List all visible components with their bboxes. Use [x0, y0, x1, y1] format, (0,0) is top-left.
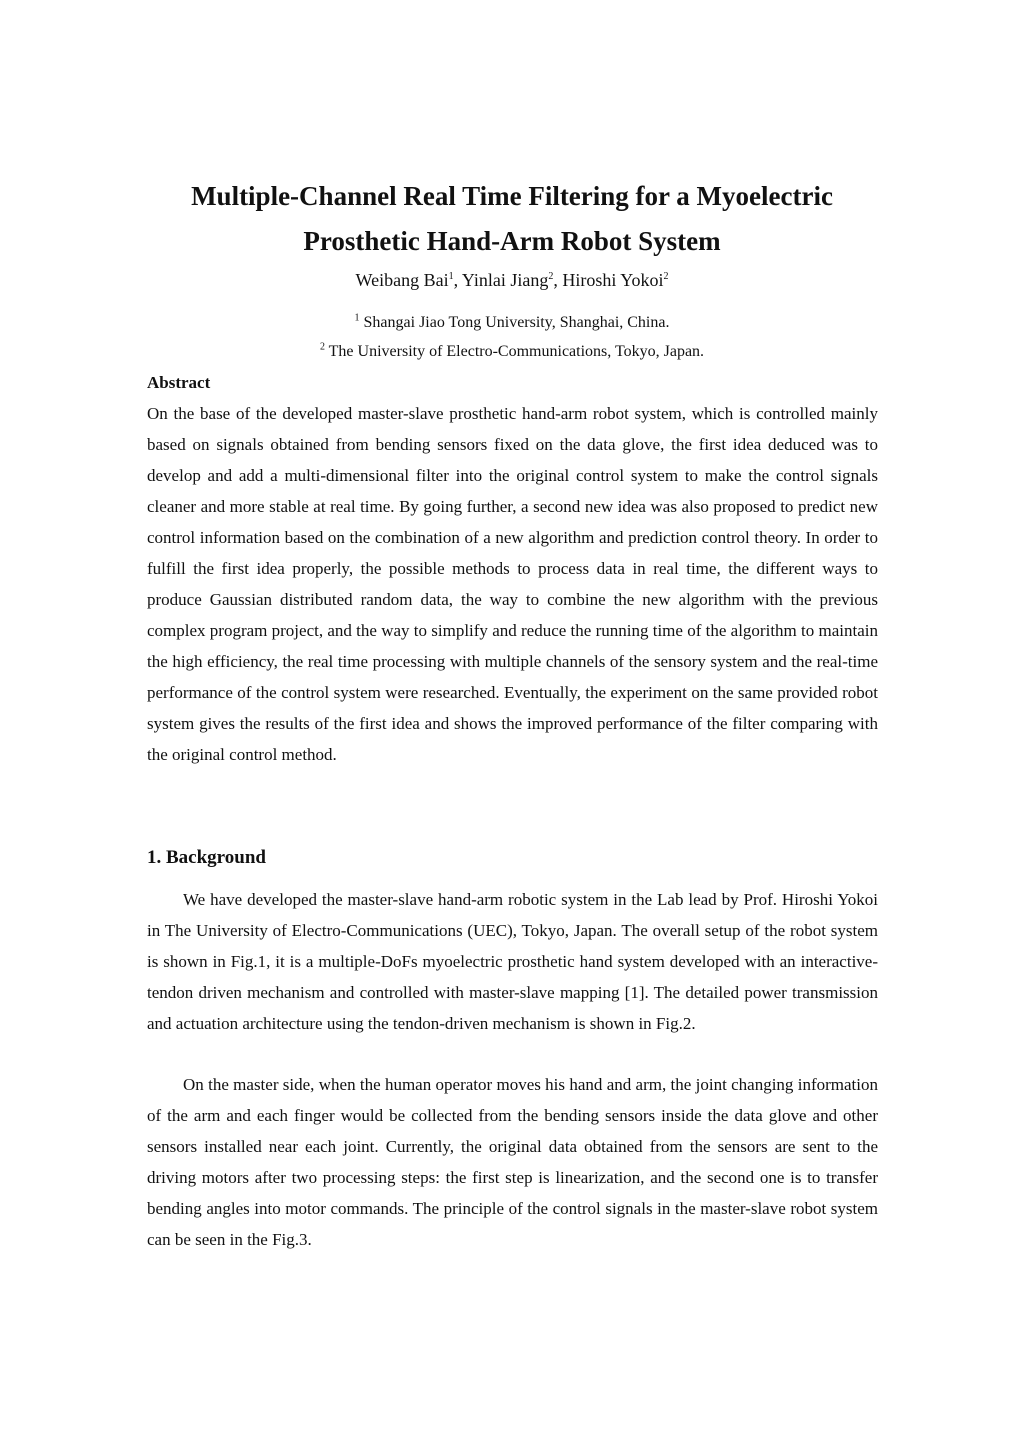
abstract-heading: Abstract	[147, 373, 211, 392]
author-name: Yinlai Jiang	[461, 270, 549, 290]
affiliation-mark: 2	[319, 341, 325, 353]
affiliation-1	[140, 311, 884, 335]
author-line	[140, 266, 884, 294]
affiliation-text: The University of Electro-Communications, Tokyo, Japan.	[328, 343, 705, 360]
affiliation-2	[140, 340, 884, 364]
paper-title: Multiple-Channel Real Time Filtering for a Myoelectric Prosthetic Hand-Arm Robot System	[191, 181, 833, 256]
background-paragraph-1: We have developed the master-slave hand-arm robotic system in the Lab lead by Prof. Hiroshi Yokoi in The University of Electro-Communications (UEC), Tokyo, Japan. The overall setup of the robot system is shown in Fig.1, it is a multiple-DoFs myoelectric prosthetic hand system developed with an interactive-tendon driven mechanism and controlled with master-slave mapping [1]. The detailed power transmission and actuation architecture using the tendon-driven mechanism is shown in Fig.2.	[147, 890, 878, 1033]
author-separator: ,	[553, 270, 563, 290]
affiliation-mark: 1	[354, 312, 360, 324]
author-separator: ,	[453, 270, 462, 290]
author-affiliation-mark: 1	[448, 271, 454, 282]
background-paragraph-2: On the master side, when the human operator moves his hand and arm, the joint changing information of the arm and each finger would be collected from the bending sensors inside the data glove and other sensors installed near each joint. Currently, the original data obtained from the sensors are sent to the driving motors after two processing steps: the first step is linearization, and the second one is to transfer bending angles into motor commands. The principle of the control signals in the master-slave robot system can be seen in the Fig.3.	[147, 1075, 878, 1249]
affiliation-text: Shangai Jiao Tong University, Shanghai, China.	[363, 314, 670, 331]
author-affiliation-mark: 2	[663, 271, 669, 282]
author-affiliation-mark: 2	[548, 271, 554, 282]
section-heading-background: 1. Background	[147, 847, 266, 868]
author-name: Hiroshi Yokoi	[562, 270, 664, 290]
author-name: Weibang Bai	[355, 270, 449, 290]
abstract-body: On the base of the developed master-slave prosthetic hand-arm robot system, which is controlled mainly based on signals obtained from bending sensors fixed on the data glove, the first idea deduced was to develop and add a multi-dimensional filter into the original control system to make the control signals cleaner and more stable at real time. By going further, a second new idea was also proposed to predict new control information based on the combination of a new algorithm and prediction control theory. In order to fulfill the first idea properly, the possible methods to process data in real time, the different ways to produce Gaussian distributed random data, the way to combine the new algorithm with the previous complex program project, and the way to simplify and reduce the running time of the algorithm to maintain the high efficiency, the real time processing with multiple channels of the sensory system and the real-time performance of the control system were researched. Eventually, the experiment on the same provided robot system gives the results of the first idea and shows the improved performance of the filter comparing with the original control method.	[147, 404, 878, 764]
